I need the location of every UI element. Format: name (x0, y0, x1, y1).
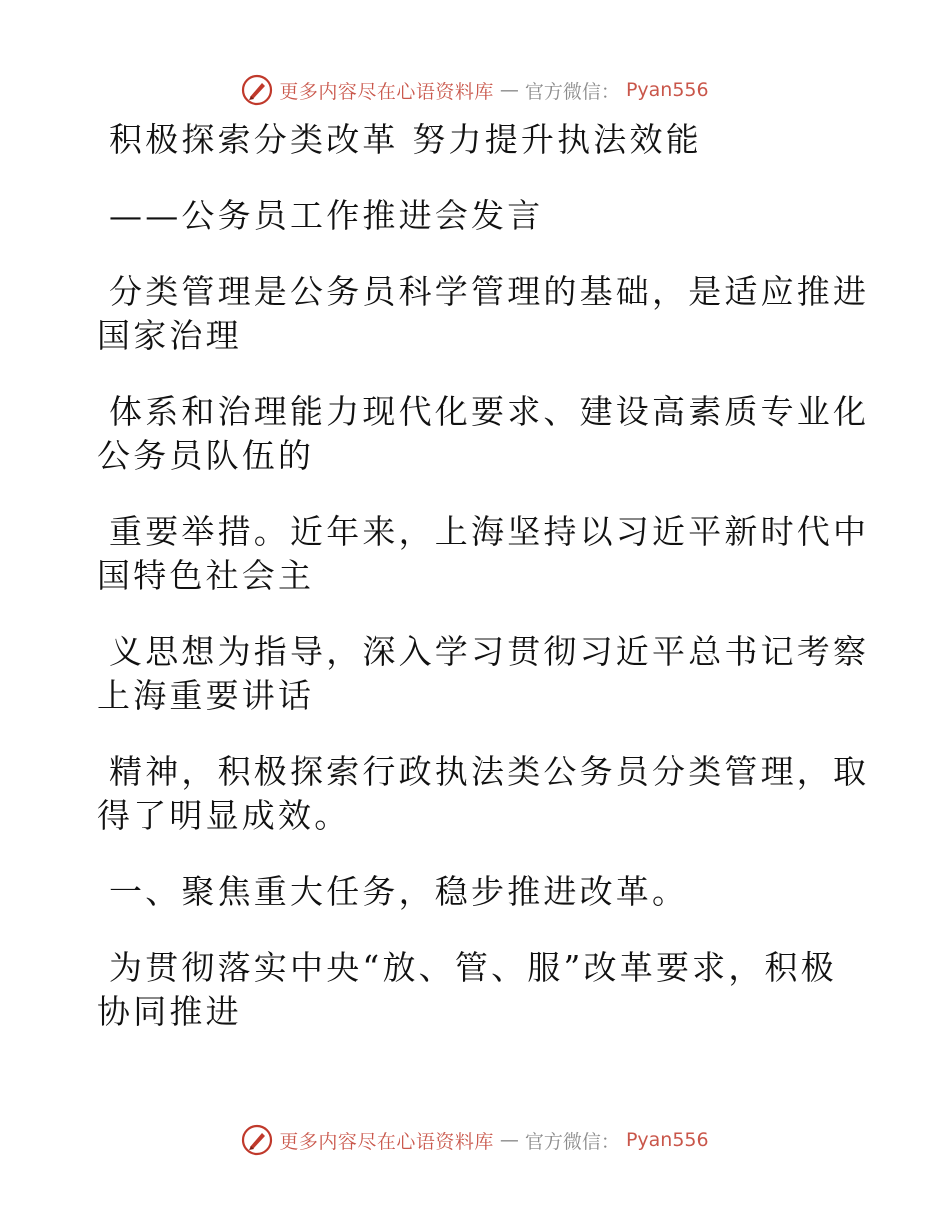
pen-logo-icon (241, 74, 273, 106)
document-subtitle: ——公务员工作推进会发言 (109, 196, 544, 235)
section-heading: 一、聚焦重大任务，稳步推进改革。 (109, 872, 689, 911)
pen-logo-icon (241, 1124, 273, 1156)
watermark-wechat-label: 官方微信： (524, 1130, 620, 1153)
watermark-dash: — (499, 1129, 519, 1151)
paragraph-1-line-1: 分类管理是公务员科学管理的基础，是适应推进 (109, 272, 870, 311)
paragraph-4-line-2: 上海重要讲话 (97, 676, 315, 715)
watermark-dash: — (499, 79, 519, 101)
watermark-wechat-label: 官方微信： (524, 80, 620, 103)
document-body (97, 118, 870, 1034)
watermark-footer (0, 1118, 950, 1162)
paragraph-3-line-2: 国特色社会主 (97, 556, 315, 595)
paragraph-2-line-1: 体系和治理能力现代化要求、建设高素质专业化 (109, 392, 870, 431)
paragraph-2-line-2: 公务员队伍的 (97, 436, 315, 475)
paragraph-6-line-1: 为贯彻落实中央“放、管、服”改革要求，积极 (109, 948, 837, 987)
watermark-text: 更多内容尽在心语资料库 (279, 1130, 494, 1153)
paragraph-6-line-2: 协同推进 (97, 992, 242, 1031)
watermark-wechat-id: Pyan556 (625, 79, 709, 101)
watermark-wechat-id: Pyan556 (625, 1129, 709, 1151)
paragraph-5-line-2: 得了明显成效。 (97, 796, 351, 835)
paragraph-1-line-2: 国家治理 (97, 316, 242, 355)
watermark-header (0, 68, 950, 112)
paragraph-5-line-1: 精神，积极探索行政执法类公务员分类管理，取 (109, 752, 870, 791)
paragraph-3-line-1: 重要举措。近年来，上海坚持以习近平新时代中 (109, 512, 870, 551)
paragraph-4-line-1: 义思想为指导，深入学习贯彻习近平总书记考察 (109, 632, 870, 671)
document-title: 积极探索分类改革 努力提升执法效能 (109, 120, 702, 159)
watermark-text: 更多内容尽在心语资料库 (279, 80, 494, 103)
